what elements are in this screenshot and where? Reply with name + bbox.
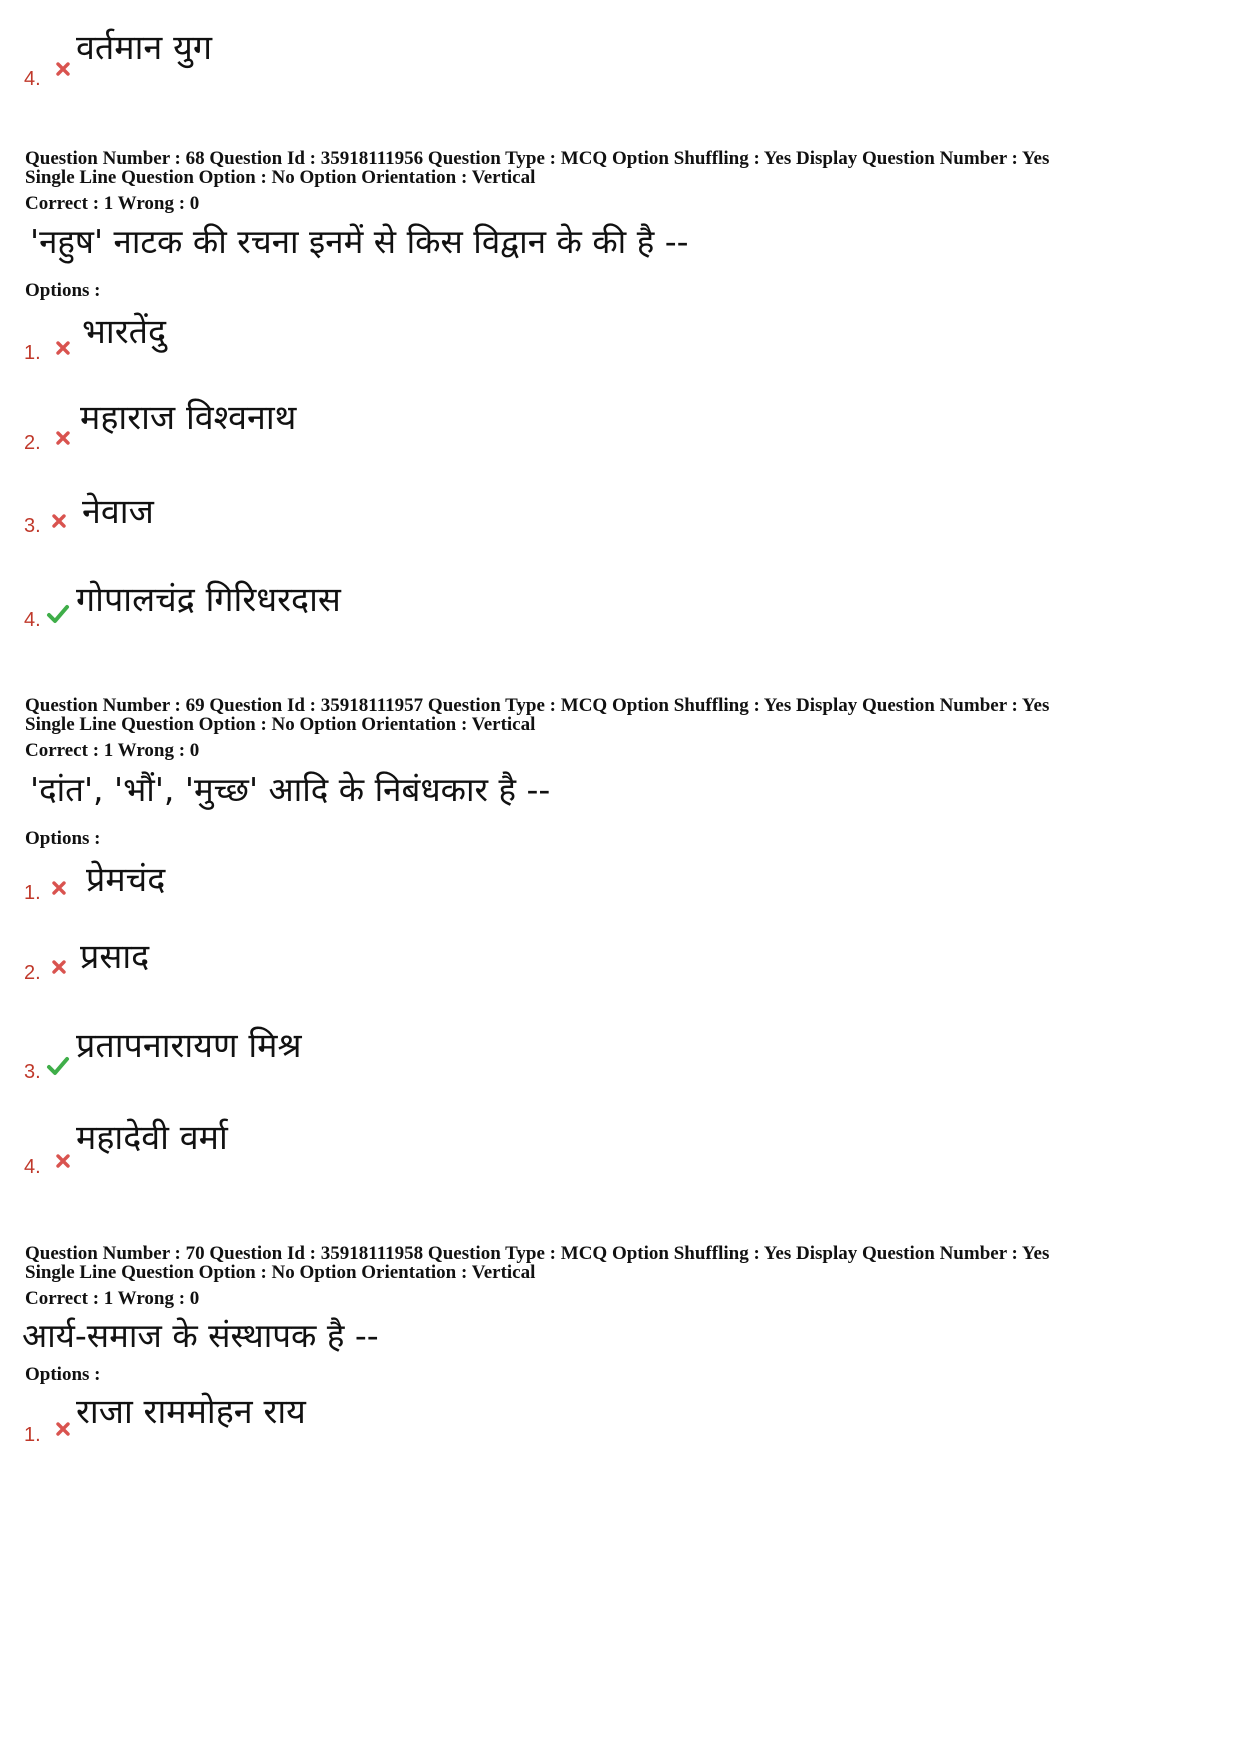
question-marks: Correct : 1 Wrong : 0 — [25, 193, 200, 214]
option-number: 3. — [24, 1061, 41, 1083]
option-number: 2. — [24, 962, 41, 984]
wrong-cross-icon — [52, 514, 66, 528]
question-text: आर्य-समाज के संस्थापक है -- — [22, 1316, 379, 1355]
correct-check-icon — [46, 604, 70, 624]
option-number: 2. — [24, 432, 41, 454]
option-text: भारतेंदु — [82, 312, 167, 352]
wrong-cross-icon — [56, 431, 70, 445]
option-number: 3. — [24, 515, 41, 537]
option-text: नेवाज — [82, 492, 154, 532]
question-meta-line1: Question Number : 70 Question Id : 35918111958 Question Type : MCQ Option Shuffling : Yes Display Question Number : Yes — [25, 1243, 1050, 1264]
question-marks: Correct : 1 Wrong : 0 — [25, 740, 200, 761]
wrong-cross-icon — [52, 881, 66, 895]
option-text: प्रतापनारायण मिश्र — [76, 1026, 302, 1066]
wrong-cross-icon — [56, 1422, 70, 1436]
option-number: 1. — [24, 342, 41, 364]
question-meta-line2: Single Line Question Option : No Option Orientation : Vertical — [25, 714, 536, 735]
question-text: 'दांत', 'भौं', 'मुच्छ' आदि के निबंधकार है -- — [30, 770, 551, 809]
correct-check-icon — [46, 1056, 70, 1076]
option-text: प्रेमचंद — [86, 860, 166, 900]
question-meta-line2: Single Line Question Option : No Option Orientation : Vertical — [25, 167, 536, 188]
option-text: प्रसाद — [80, 937, 150, 977]
question-meta-line1: Question Number : 68 Question Id : 35918111956 Question Type : MCQ Option Shuffling : Yes Display Question Number : Yes — [25, 148, 1050, 169]
question-marks: Correct : 1 Wrong : 0 — [25, 1288, 200, 1309]
question-text: 'नहुष' नाटक की रचना इनमें से किस विद्वान के की है -- — [30, 222, 689, 261]
option-number: 1. — [24, 1424, 41, 1446]
option-number: 4. — [24, 609, 41, 631]
question-meta-line2: Single Line Question Option : No Option Orientation : Vertical — [25, 1262, 536, 1283]
option-number: 1. — [24, 882, 41, 904]
wrong-cross-icon — [52, 960, 66, 974]
option-text: महाराज विश्वनाथ — [80, 398, 297, 438]
question-meta-line1: Question Number : 69 Question Id : 35918111957 Question Type : MCQ Option Shuffling : Yes Display Question Number : Yes — [25, 695, 1050, 716]
options-label: Options : — [25, 1364, 101, 1385]
option-text: महादेवी वर्मा — [76, 1118, 228, 1158]
options-label: Options : — [25, 828, 101, 849]
wrong-cross-icon — [56, 341, 70, 355]
wrong-cross-icon — [56, 62, 70, 76]
option-text: राजा राममोहन राय — [76, 1392, 306, 1432]
wrong-cross-icon — [56, 1154, 70, 1168]
option-text: वर्तमान युग — [76, 28, 212, 68]
options-label: Options : — [25, 280, 101, 301]
option-text: गोपालचंद्र गिरिधरदास — [76, 580, 341, 620]
option-number: 4. — [24, 1156, 41, 1178]
option-number: 4. — [24, 68, 41, 90]
